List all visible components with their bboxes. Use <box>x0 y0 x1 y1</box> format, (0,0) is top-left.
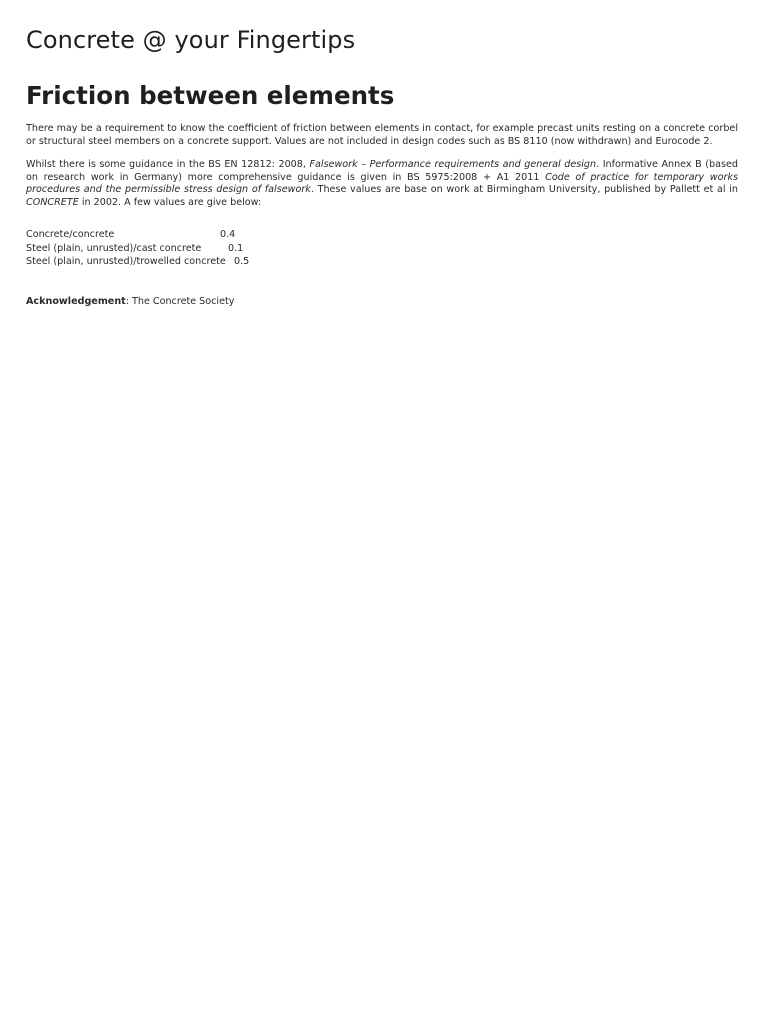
intro-paragraph: There may be a requirement to know the coefficient of friction between elements in contact, for example precast units resting on a concrete corbel or structural steel members on a concrete support. Values are not included in design codes such as BS 8110 (now withdrawn) and Eurocode 2. <box>26 123 738 147</box>
guidance-text-4: in 2002. A few values are give below: <box>78 196 262 208</box>
coefficient-value: 0.5 <box>234 256 250 267</box>
material-label: Concrete/concrete <box>26 229 115 240</box>
acknowledgement-text: : The Concrete Society <box>125 296 235 307</box>
guidance-text-3: . These values are base on work at Birmingham University, published by Pallett et al in <box>310 184 738 196</box>
guidance-text-2: . Informative Annex B (based on research work in Germany) more comprehensive guidance is given in BS 5975:2008 + A1 2011 <box>26 159 738 183</box>
site-title: Concrete @ your Fingertips <box>26 26 356 54</box>
publication-name: CONCRETE <box>26 196 79 208</box>
standard-title-falsework: Falsework – Performance requirements and general design <box>309 159 597 170</box>
standard-title-code-of-practice: Code of practice for temporary works procedures and the permissible stress design of falsework <box>26 171 738 196</box>
coefficient-value: 0.4 <box>220 229 236 240</box>
guidance-text-1: Whilst there is some guidance in the BS EN 12812: 2008, <box>26 159 310 170</box>
guidance-paragraph <box>26 159 738 209</box>
material-label: Steel (plain, unrusted)/trowelled concrete <box>26 256 226 267</box>
acknowledgement-label: Acknowledgement <box>26 296 126 307</box>
acknowledgement <box>26 296 234 307</box>
coefficient-value: 0.1 <box>228 242 244 254</box>
page-heading: Friction between elements <box>26 81 395 110</box>
material-label: Steel (plain, unrusted)/cast concrete <box>26 242 202 254</box>
